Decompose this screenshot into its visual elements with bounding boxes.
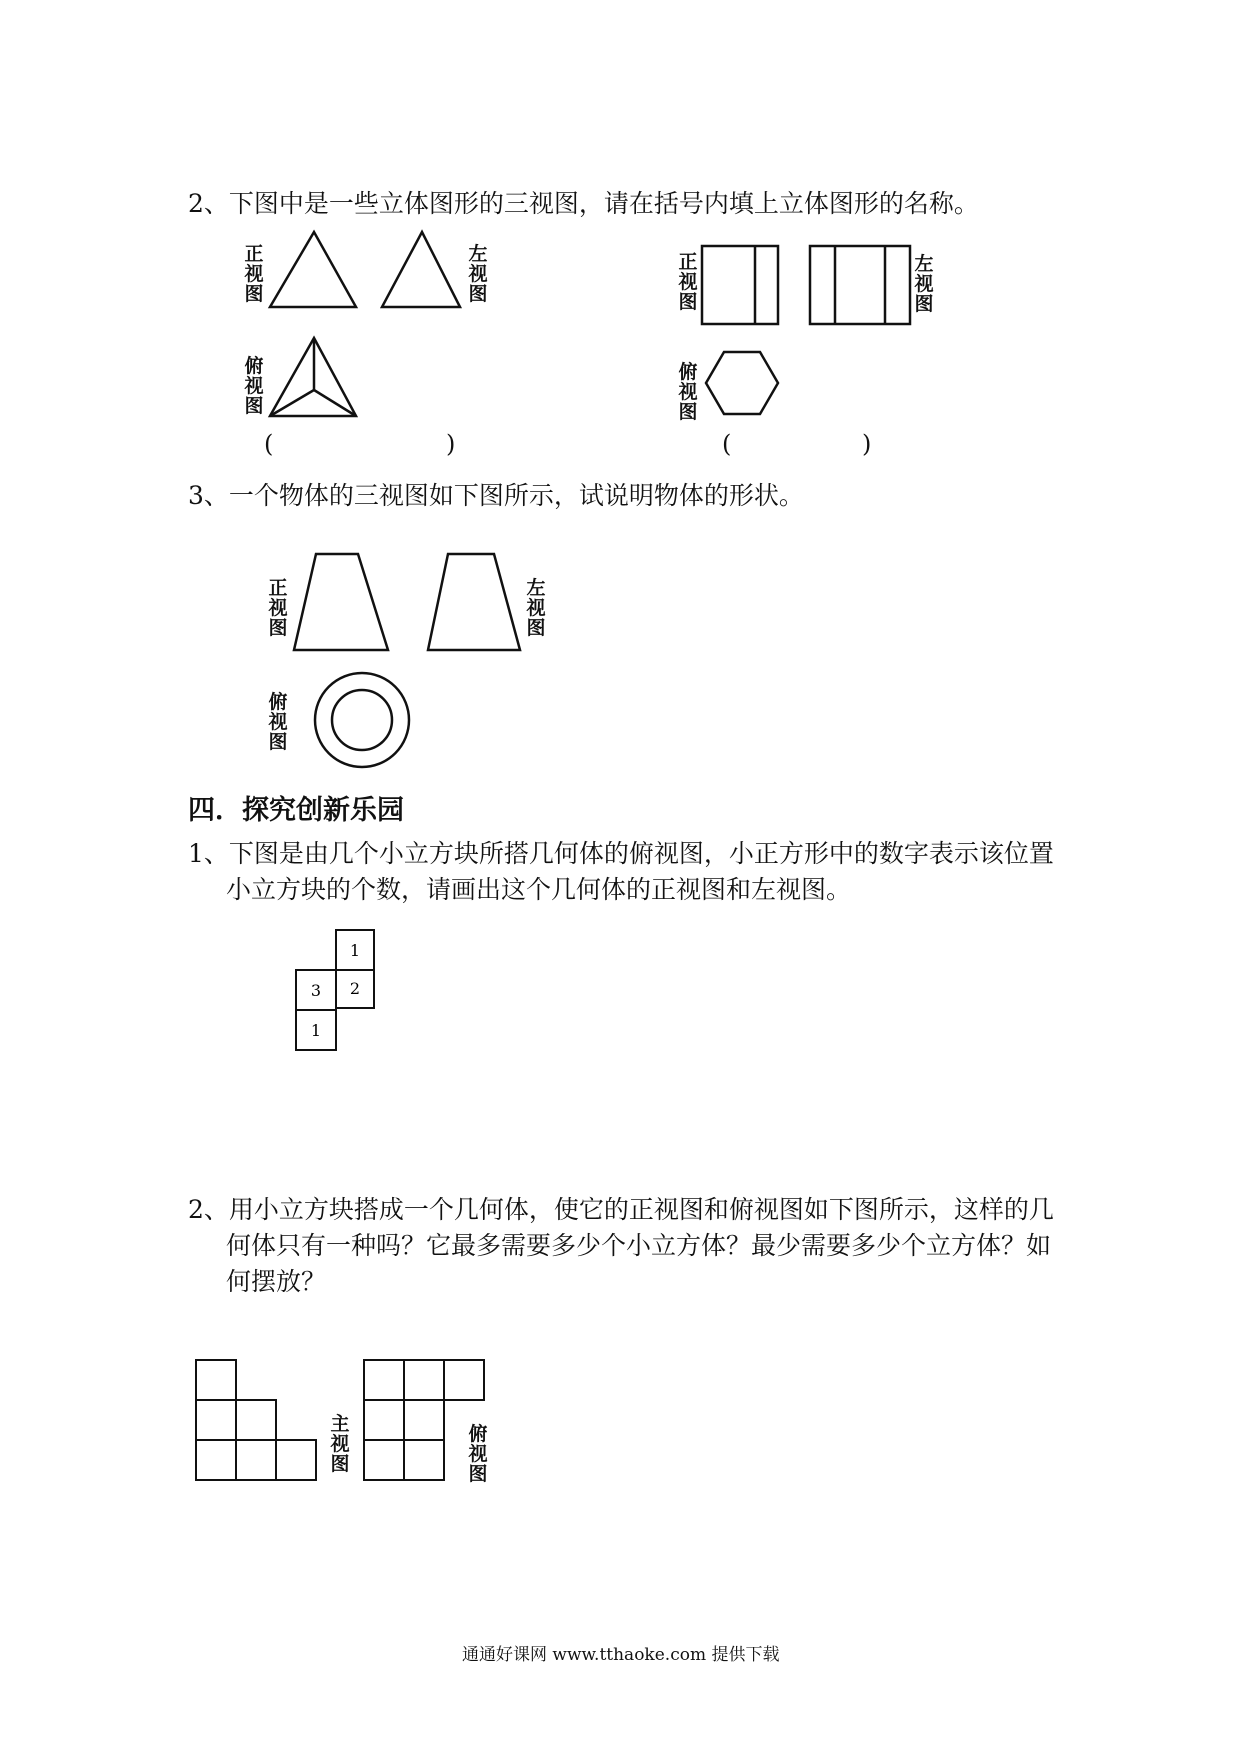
question-2-text: 2、下图中是一些立体图形的三视图，请在括号内填上立体图形的名称。 xyxy=(188,189,979,218)
section-4-q1-line1: 1、下图是由几个小立方块所搭几何体的俯视图，小正方形中的数字表示该位置 xyxy=(188,839,1054,868)
section-4-q2-line3: 何摆放？ xyxy=(226,1267,327,1296)
left-view-label-2: 左视图 xyxy=(914,253,934,315)
frustum-front-view xyxy=(292,552,392,654)
triangle-left-view xyxy=(380,230,470,310)
left-view-label: 左视图 xyxy=(468,243,488,305)
top-view-label: 俯视图 xyxy=(244,355,264,417)
top-view-label-3: 俯视图 xyxy=(268,691,288,753)
frustum-left-view xyxy=(424,552,524,654)
grid-number-bottom: 1 xyxy=(310,1021,322,1040)
triangle-front-view xyxy=(268,230,358,310)
hexagonal-prism-left-view xyxy=(808,244,912,326)
answer-paren-close-1: ) xyxy=(446,430,456,458)
triangular-pyramid-top-view xyxy=(268,336,358,420)
concentric-circles-top-view xyxy=(312,670,412,770)
front-view-label-3: 正视图 xyxy=(268,577,288,639)
main-view-label: 主视图 xyxy=(330,1413,350,1475)
section-4-q2-line2: 何体只有一种吗？它最多需要多少个小立方体？最少需要多少个立方体？如 xyxy=(226,1231,1052,1260)
grid-number-middle-right: 2 xyxy=(349,979,361,998)
footer-text: 通通好课网 www.tthaoke.com 提供下载 xyxy=(462,1645,780,1665)
answer-paren-close-2: ) xyxy=(862,430,872,458)
answer-paren-open-1: ( xyxy=(264,430,274,458)
question-3-text: 3、一个物体的三视图如下图所示，试说明物体的形状。 xyxy=(188,481,804,510)
main-view-grid xyxy=(194,1358,318,1482)
section-4-q1-line2: 小立方块的个数，请画出这个几何体的正视图和左视图。 xyxy=(226,875,852,904)
grid-number-middle-left: 3 xyxy=(310,981,322,1000)
front-view-label-2: 正视图 xyxy=(678,251,698,313)
grid-number-top: 1 xyxy=(349,941,361,960)
left-view-label-3: 左视图 xyxy=(526,577,546,639)
top-view-label-2: 俯视图 xyxy=(678,361,698,423)
top-view-label-4: 俯视图 xyxy=(468,1423,488,1485)
hexagonal-prism-front-view xyxy=(700,244,780,326)
section-4-title: 四．探究创新乐园 xyxy=(188,795,404,826)
hexagon-top-view xyxy=(704,350,780,416)
top-view-number-grid xyxy=(292,928,376,1052)
section-4-q2-line1: 2、用小立方块搭成一个几何体，使它的正视图和俯视图如下图所示，这样的几 xyxy=(188,1195,1054,1224)
front-view-label: 正视图 xyxy=(244,243,264,305)
answer-paren-open-2: ( xyxy=(722,430,732,458)
